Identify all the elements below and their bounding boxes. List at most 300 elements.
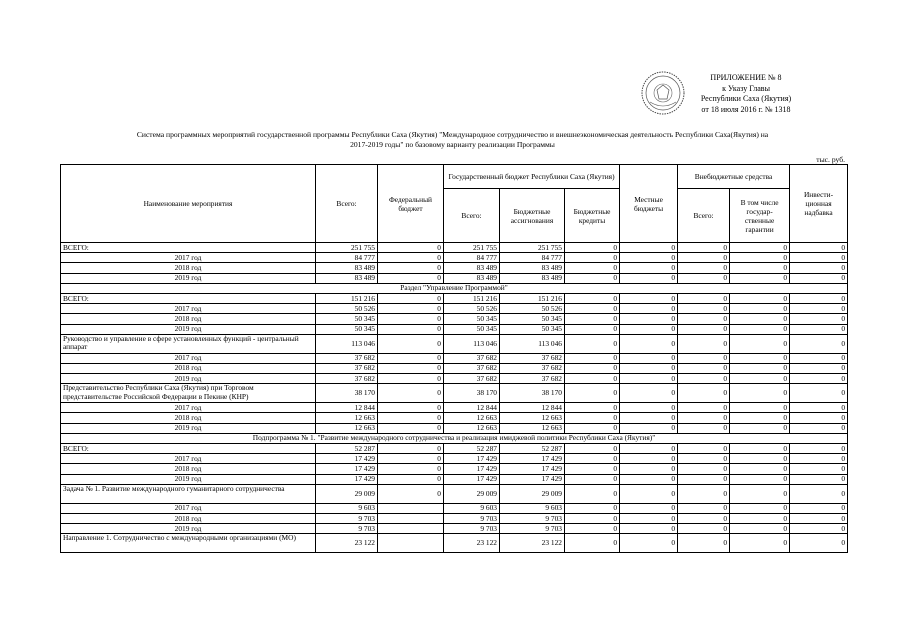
table-cell: 0 bbox=[730, 243, 790, 253]
table-cell: 38 170 bbox=[500, 384, 565, 403]
table-cell: 0 bbox=[620, 464, 678, 474]
table-cell: 50 345 bbox=[444, 314, 500, 324]
table-cell: 0 bbox=[565, 444, 620, 454]
table-row bbox=[61, 273, 848, 283]
table-cell: 9 603 bbox=[444, 503, 500, 513]
row-name: 2018 год bbox=[61, 513, 316, 523]
row-name: 2018 год bbox=[61, 464, 316, 474]
table-row bbox=[61, 363, 848, 373]
table-cell: 0 bbox=[730, 353, 790, 363]
table-cell: 0 bbox=[565, 413, 620, 423]
table-cell: 0 bbox=[565, 314, 620, 324]
table-cell: 151 216 bbox=[500, 293, 565, 303]
table-cell: 0 bbox=[378, 334, 444, 353]
table-cell: 0 bbox=[678, 484, 730, 503]
table-cell: 9 703 bbox=[500, 524, 565, 534]
table-cell: 0 bbox=[620, 353, 678, 363]
header-state-budget: Государственный бюджет Республики Саха (Якутия) bbox=[444, 165, 620, 189]
table-cell: 0 bbox=[565, 503, 620, 513]
table-cell: 17 429 bbox=[500, 454, 565, 464]
table-cell: 38 170 bbox=[444, 384, 500, 403]
table-cell: 0 bbox=[620, 324, 678, 334]
table-cell: 0 bbox=[678, 374, 730, 384]
table-cell: 83 489 bbox=[444, 263, 500, 273]
header-total: Всего: bbox=[316, 165, 378, 243]
header-state-alloc: Бюджетные ассигнования bbox=[500, 189, 565, 243]
table-cell: 17 429 bbox=[500, 464, 565, 474]
table-cell: 0 bbox=[730, 324, 790, 334]
table-cell: 0 bbox=[378, 363, 444, 373]
table-cell: 0 bbox=[378, 324, 444, 334]
table-cell: 12 663 bbox=[316, 413, 378, 423]
table-cell: 0 bbox=[565, 534, 620, 553]
table-cell: 0 bbox=[620, 474, 678, 484]
table-row bbox=[61, 263, 848, 273]
table-cell: 0 bbox=[790, 273, 848, 283]
table-cell: 0 bbox=[678, 384, 730, 403]
table-body bbox=[61, 243, 848, 553]
row-name: Представительство Республики Саха (Якутия) при Торговом представительстве Российской Федерации в Пекине (КНР) bbox=[61, 384, 316, 403]
table-cell: 0 bbox=[678, 353, 730, 363]
table-cell: 0 bbox=[565, 384, 620, 403]
table-row bbox=[61, 474, 848, 484]
table-cell: 0 bbox=[790, 503, 848, 513]
table-cell: 0 bbox=[730, 474, 790, 484]
table-cell: 151 216 bbox=[316, 293, 378, 303]
table-cell: 0 bbox=[378, 413, 444, 423]
table-cell: 0 bbox=[678, 534, 730, 553]
row-name: 2018 год bbox=[61, 314, 316, 324]
table-cell: 17 429 bbox=[316, 464, 378, 474]
table-cell: 0 bbox=[790, 353, 848, 363]
table-cell: 37 682 bbox=[444, 353, 500, 363]
table-cell: 9 603 bbox=[316, 503, 378, 513]
table-cell: 29 009 bbox=[500, 484, 565, 503]
table-cell: 0 bbox=[730, 503, 790, 513]
table-cell: 0 bbox=[620, 384, 678, 403]
table-cell: 0 bbox=[565, 513, 620, 523]
table-cell: 37 682 bbox=[444, 363, 500, 373]
row-name: Руководство и управление в сфере установленных функций - центральный аппарат bbox=[61, 334, 316, 353]
table-cell: 0 bbox=[565, 524, 620, 534]
table-cell: 0 bbox=[790, 464, 848, 474]
table-cell: 0 bbox=[678, 263, 730, 273]
table-cell: 0 bbox=[730, 273, 790, 283]
table-cell: 52 287 bbox=[444, 444, 500, 454]
table-cell: 0 bbox=[790, 243, 848, 253]
table-cell: 0 bbox=[790, 304, 848, 314]
table-cell: 0 bbox=[378, 444, 444, 454]
table-cell: 113 046 bbox=[316, 334, 378, 353]
table-row bbox=[61, 484, 848, 503]
table-cell: 17 429 bbox=[444, 464, 500, 474]
table-cell: 0 bbox=[678, 474, 730, 484]
table-row bbox=[61, 384, 848, 403]
row-name: Направление 1. Сотрудничество с международными организациями (МО) bbox=[61, 534, 316, 553]
table-cell: 0 bbox=[678, 513, 730, 523]
section-row bbox=[61, 433, 848, 443]
table-cell: 12 663 bbox=[444, 423, 500, 433]
table-cell: 0 bbox=[378, 474, 444, 484]
table-cell: 84 777 bbox=[316, 253, 378, 263]
header-name: Наименование мероприятия bbox=[61, 165, 316, 243]
table-cell: 0 bbox=[790, 403, 848, 413]
table-cell: 0 bbox=[378, 423, 444, 433]
row-name: 2018 год bbox=[61, 363, 316, 373]
table-cell: 37 682 bbox=[444, 374, 500, 384]
table-row bbox=[61, 464, 848, 474]
table-cell: 0 bbox=[730, 293, 790, 303]
table-cell: 0 bbox=[730, 253, 790, 263]
table-cell: 251 755 bbox=[316, 243, 378, 253]
table-cell: 0 bbox=[678, 304, 730, 314]
table-cell: 0 bbox=[730, 534, 790, 553]
table-cell: 0 bbox=[565, 263, 620, 273]
header-extra-budget: Внебюджетные средства bbox=[678, 165, 790, 189]
table-cell: 38 170 bbox=[316, 384, 378, 403]
table-cell: 0 bbox=[620, 243, 678, 253]
table-cell: 0 bbox=[565, 474, 620, 484]
table-cell: 12 844 bbox=[316, 403, 378, 413]
table-cell: 0 bbox=[730, 444, 790, 454]
table-cell: 0 bbox=[790, 314, 848, 324]
table-cell: 83 489 bbox=[316, 263, 378, 273]
table-cell: 9 703 bbox=[444, 513, 500, 523]
header-state-total: Всего: bbox=[444, 189, 500, 243]
table-row bbox=[61, 513, 848, 523]
table-cell: 17 429 bbox=[444, 474, 500, 484]
table-cell: 83 489 bbox=[316, 273, 378, 283]
table-cell: 12 663 bbox=[316, 423, 378, 433]
title-line-1: Система программных мероприятий государственной программы Республики Саха (Якутия) "Международное сотрудничество и внешнеэкономическая деятельность Республики Саха(Якутия) на bbox=[136, 130, 769, 139]
table-cell bbox=[378, 503, 444, 513]
row-name: ВСЕГО: bbox=[61, 243, 316, 253]
table-cell: 17 429 bbox=[316, 454, 378, 464]
table-cell: 50 345 bbox=[316, 314, 378, 324]
table-cell: 52 287 bbox=[500, 444, 565, 454]
table-cell: 0 bbox=[790, 253, 848, 263]
row-name: 2017 год bbox=[61, 454, 316, 464]
table-cell: 0 bbox=[678, 524, 730, 534]
appendix-line: ПРИЛОЖЕНИЕ № 8 bbox=[710, 73, 782, 82]
table-cell: 0 bbox=[620, 273, 678, 283]
table-row bbox=[61, 444, 848, 454]
table-cell: 29 009 bbox=[444, 484, 500, 503]
table-cell: 0 bbox=[620, 263, 678, 273]
table-cell: 84 777 bbox=[444, 253, 500, 263]
table-cell: 0 bbox=[620, 423, 678, 433]
table-cell: 0 bbox=[678, 503, 730, 513]
table-cell: 12 663 bbox=[500, 413, 565, 423]
table-cell: 9 703 bbox=[316, 524, 378, 534]
table-cell: 0 bbox=[620, 374, 678, 384]
table-cell: 50 526 bbox=[316, 304, 378, 314]
table-row bbox=[61, 503, 848, 513]
table-cell: 9 703 bbox=[316, 513, 378, 523]
table-cell: 83 489 bbox=[500, 263, 565, 273]
header-local: Местные бюджеты bbox=[620, 165, 678, 243]
table-cell: 0 bbox=[378, 374, 444, 384]
table-cell: 0 bbox=[678, 253, 730, 263]
table-cell: 37 682 bbox=[500, 374, 565, 384]
header-federal: Федеральный бюджет bbox=[378, 165, 444, 243]
table-cell: 83 489 bbox=[444, 273, 500, 283]
table-row bbox=[61, 304, 848, 314]
table-cell: 0 bbox=[620, 304, 678, 314]
table-cell bbox=[378, 534, 444, 553]
table-cell: 50 526 bbox=[444, 304, 500, 314]
table-cell: 0 bbox=[790, 454, 848, 464]
table-cell: 0 bbox=[620, 503, 678, 513]
appendix-line: от 18 июля 2016 г. № 1318 bbox=[701, 104, 791, 114]
table-cell: 0 bbox=[565, 454, 620, 464]
row-name: 2019 год bbox=[61, 324, 316, 334]
table-cell: 23 122 bbox=[500, 534, 565, 553]
table-cell: 0 bbox=[378, 293, 444, 303]
table-cell: 17 429 bbox=[500, 474, 565, 484]
table-cell: 9 603 bbox=[500, 503, 565, 513]
table-row bbox=[61, 334, 848, 353]
table-cell: 37 682 bbox=[500, 363, 565, 373]
table-cell: 0 bbox=[790, 534, 848, 553]
row-name: 2019 год bbox=[61, 423, 316, 433]
table-cell: 0 bbox=[620, 454, 678, 464]
table-cell: 0 bbox=[790, 444, 848, 454]
table-row bbox=[61, 353, 848, 363]
row-name: ВСЕГО: bbox=[61, 293, 316, 303]
row-name: 2019 год bbox=[61, 273, 316, 283]
table-cell: 50 345 bbox=[500, 314, 565, 324]
table-cell: 0 bbox=[790, 413, 848, 423]
table-row bbox=[61, 524, 848, 534]
row-name: 2017 год bbox=[61, 253, 316, 263]
table-cell: 0 bbox=[730, 263, 790, 273]
budget-table bbox=[60, 164, 848, 553]
document-title bbox=[55, 130, 850, 150]
row-name: 2017 год bbox=[61, 353, 316, 363]
table-cell: 0 bbox=[730, 513, 790, 523]
table-cell: 12 663 bbox=[500, 423, 565, 433]
table-cell: 0 bbox=[378, 353, 444, 363]
row-name: 2018 год bbox=[61, 263, 316, 273]
table-cell: 0 bbox=[620, 314, 678, 324]
table-cell: 0 bbox=[378, 454, 444, 464]
table-row bbox=[61, 403, 848, 413]
table-cell: 50 526 bbox=[500, 304, 565, 314]
table-cell: 0 bbox=[790, 263, 848, 273]
table-cell: 0 bbox=[790, 293, 848, 303]
table-cell: 0 bbox=[565, 423, 620, 433]
table-cell: 37 682 bbox=[500, 353, 565, 363]
table-cell: 0 bbox=[565, 273, 620, 283]
table-cell: 0 bbox=[790, 363, 848, 373]
table-cell: 0 bbox=[565, 363, 620, 373]
header-extra-total: Всего: bbox=[678, 189, 730, 243]
section-title: Раздел "Управление Программой" bbox=[61, 283, 848, 293]
table-cell: 37 682 bbox=[316, 353, 378, 363]
table-cell: 0 bbox=[620, 413, 678, 423]
table-cell: 0 bbox=[378, 314, 444, 324]
table-cell: 0 bbox=[730, 304, 790, 314]
table-cell: 0 bbox=[565, 334, 620, 353]
row-name: 2019 год bbox=[61, 374, 316, 384]
table-cell: 113 046 bbox=[500, 334, 565, 353]
table-cell: 0 bbox=[678, 273, 730, 283]
table-cell: 0 bbox=[565, 353, 620, 363]
table-cell: 0 bbox=[790, 374, 848, 384]
row-name: 2019 год bbox=[61, 524, 316, 534]
table-cell: 12 844 bbox=[500, 403, 565, 413]
table-cell: 0 bbox=[565, 374, 620, 384]
row-name: ВСЕГО: bbox=[61, 444, 316, 454]
table-cell: 0 bbox=[620, 253, 678, 263]
row-name: 2018 год bbox=[61, 413, 316, 423]
header-state-credit: Бюджетные кредиты bbox=[565, 189, 620, 243]
table-cell: 0 bbox=[730, 363, 790, 373]
row-name: 2017 год bbox=[61, 403, 316, 413]
table-cell: 251 755 bbox=[500, 243, 565, 253]
table-cell: 0 bbox=[565, 464, 620, 474]
table-cell: 0 bbox=[620, 524, 678, 534]
table-cell: 9 703 bbox=[444, 524, 500, 534]
table-cell: 0 bbox=[620, 444, 678, 454]
table-cell: 0 bbox=[565, 304, 620, 314]
table-cell: 37 682 bbox=[316, 374, 378, 384]
table-cell: 0 bbox=[678, 314, 730, 324]
table-row bbox=[61, 324, 848, 334]
table-cell: 50 345 bbox=[500, 324, 565, 334]
table-cell: 17 429 bbox=[316, 474, 378, 484]
table-cell: 0 bbox=[565, 253, 620, 263]
table-cell: 0 bbox=[790, 474, 848, 484]
table-row bbox=[61, 423, 848, 433]
table-cell: 84 777 bbox=[500, 253, 565, 263]
table-cell: 0 bbox=[678, 324, 730, 334]
title-line-2: 2017-2019 годы" по базовому варианту реализации Программы bbox=[350, 140, 555, 149]
table-cell: 9 703 bbox=[500, 513, 565, 523]
table-cell: 0 bbox=[790, 524, 848, 534]
appendix-line: к Указу Главы bbox=[722, 83, 770, 93]
table-cell: 0 bbox=[730, 413, 790, 423]
table-row bbox=[61, 454, 848, 464]
table-cell: 0 bbox=[565, 484, 620, 503]
table-cell: 0 bbox=[678, 243, 730, 253]
table-cell: 50 345 bbox=[316, 324, 378, 334]
section-title: Подпрограмма № 1. "Развитие международного сотрудничества и реализация имиджевой политики Республики Саха (Якутия)" bbox=[61, 433, 848, 443]
table-row bbox=[61, 253, 848, 263]
table-cell: 0 bbox=[790, 334, 848, 353]
table-cell: 0 bbox=[730, 484, 790, 503]
table-cell: 0 bbox=[678, 403, 730, 413]
table-cell: 12 844 bbox=[444, 403, 500, 413]
table-cell: 0 bbox=[678, 454, 730, 464]
table-row bbox=[61, 374, 848, 384]
table-cell: 0 bbox=[378, 464, 444, 474]
table-cell: 50 345 bbox=[444, 324, 500, 334]
table-header bbox=[61, 165, 848, 243]
row-name: 2019 год bbox=[61, 474, 316, 484]
appendix-header bbox=[676, 73, 816, 115]
table-row bbox=[61, 293, 848, 303]
table-cell: 0 bbox=[620, 403, 678, 413]
header-extra-guarantees: В том числе государ-ственные гарантии bbox=[730, 189, 790, 243]
table-cell: 0 bbox=[678, 413, 730, 423]
table-cell: 0 bbox=[730, 403, 790, 413]
table-cell: 0 bbox=[378, 243, 444, 253]
table-cell: 0 bbox=[730, 423, 790, 433]
table-cell: 0 bbox=[790, 324, 848, 334]
table-cell bbox=[378, 524, 444, 534]
table-cell: 12 663 bbox=[444, 413, 500, 423]
table-cell: 0 bbox=[678, 363, 730, 373]
table-cell: 151 216 bbox=[444, 293, 500, 303]
row-name: Задача № 1. Развитие международного гуманитарного сотрудничества bbox=[61, 484, 316, 503]
table-cell: 0 bbox=[678, 334, 730, 353]
table-cell: 37 682 bbox=[316, 363, 378, 373]
table-cell: 0 bbox=[620, 293, 678, 303]
table-cell: 0 bbox=[378, 253, 444, 263]
row-name: 2017 год bbox=[61, 503, 316, 513]
table-cell: 17 429 bbox=[444, 454, 500, 464]
table-cell: 0 bbox=[730, 464, 790, 474]
row-name: 2017 год bbox=[61, 304, 316, 314]
table-cell: 0 bbox=[678, 464, 730, 474]
table-cell: 0 bbox=[730, 314, 790, 324]
table-cell: 0 bbox=[378, 384, 444, 403]
table-cell: 0 bbox=[620, 334, 678, 353]
table-cell: 0 bbox=[730, 374, 790, 384]
table-cell: 52 287 bbox=[316, 444, 378, 454]
table-cell: 0 bbox=[730, 384, 790, 403]
table-cell: 29 009 bbox=[316, 484, 378, 503]
table-cell: 0 bbox=[565, 293, 620, 303]
table-cell: 0 bbox=[790, 384, 848, 403]
table-cell: 0 bbox=[790, 484, 848, 503]
table-cell: 113 046 bbox=[444, 334, 500, 353]
table-cell: 0 bbox=[620, 513, 678, 523]
table-row bbox=[61, 314, 848, 324]
table-cell: 0 bbox=[378, 403, 444, 413]
table-cell: 0 bbox=[790, 423, 848, 433]
table-cell: 0 bbox=[378, 484, 444, 503]
units-label: тыс. руб. bbox=[816, 155, 845, 164]
table-row bbox=[61, 534, 848, 553]
table-cell: 0 bbox=[730, 524, 790, 534]
table-cell: 0 bbox=[790, 513, 848, 523]
table-cell: 0 bbox=[378, 304, 444, 314]
appendix-line: Республики Саха (Якутия) bbox=[700, 94, 792, 103]
header-invest: Инвести-ционная надбавка bbox=[790, 165, 848, 243]
table-cell: 0 bbox=[565, 243, 620, 253]
table-cell: 0 bbox=[678, 444, 730, 454]
table-cell: 83 489 bbox=[500, 273, 565, 283]
table-cell: 251 755 bbox=[444, 243, 500, 253]
table-cell: 0 bbox=[678, 293, 730, 303]
table-row bbox=[61, 243, 848, 253]
table-cell: 0 bbox=[565, 324, 620, 334]
table-cell: 0 bbox=[378, 263, 444, 273]
table-cell bbox=[378, 513, 444, 523]
table-row bbox=[61, 413, 848, 423]
table-cell: 0 bbox=[620, 363, 678, 373]
table-cell: 0 bbox=[730, 334, 790, 353]
table-cell: 0 bbox=[378, 273, 444, 283]
table-cell: 0 bbox=[620, 534, 678, 553]
table-cell: 0 bbox=[730, 454, 790, 464]
section-row bbox=[61, 283, 848, 293]
table-cell: 0 bbox=[620, 484, 678, 503]
table-cell: 23 122 bbox=[444, 534, 500, 553]
